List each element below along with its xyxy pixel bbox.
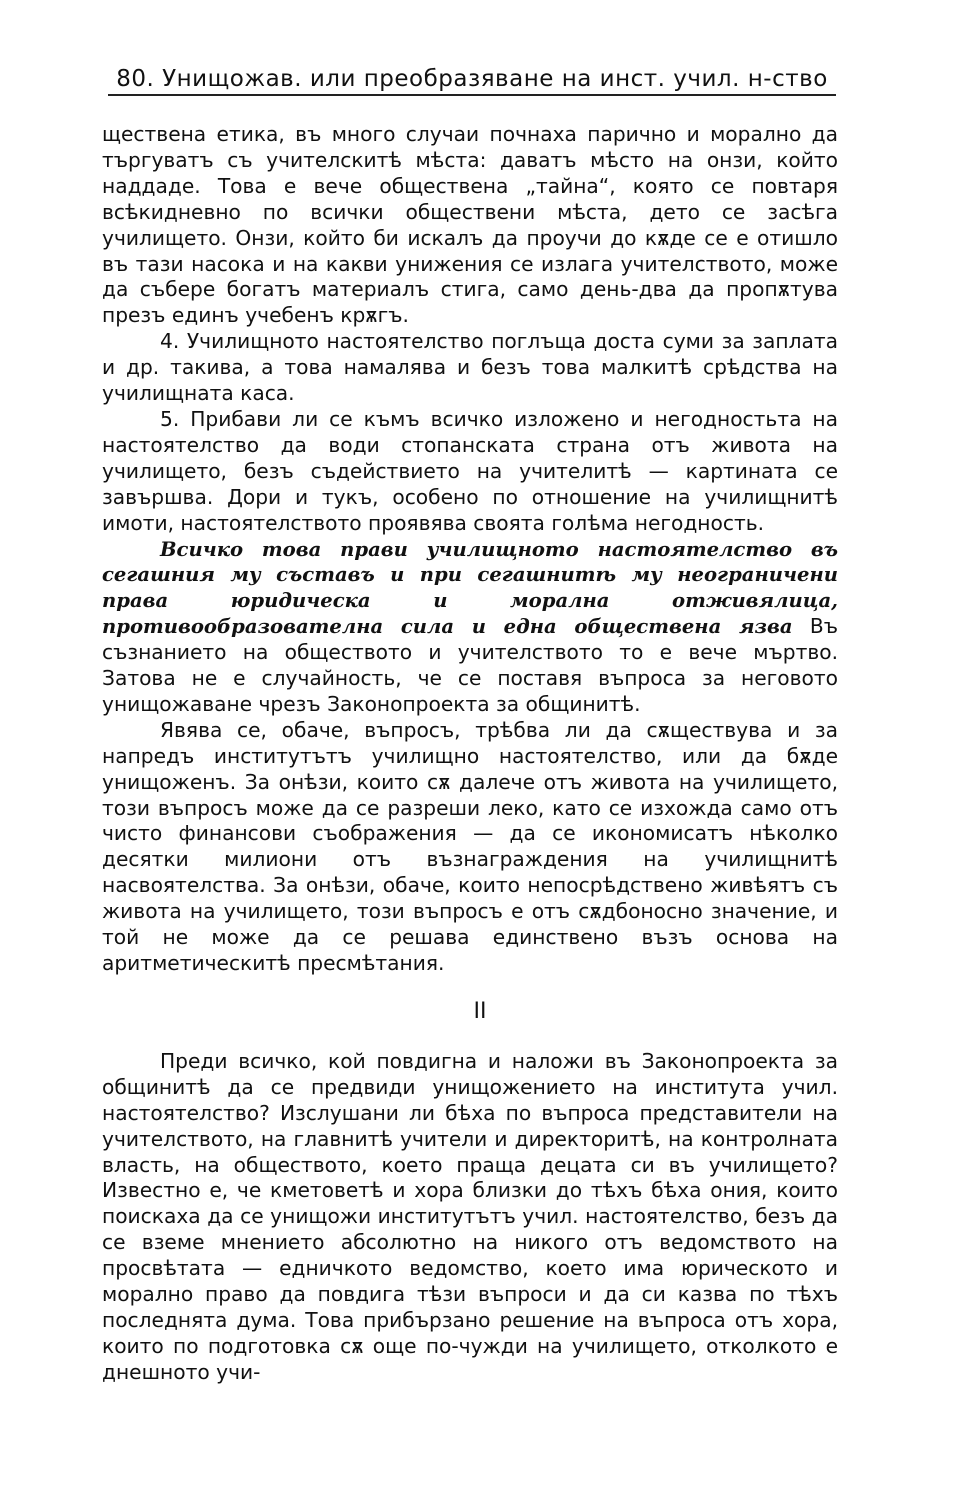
- paragraph-point-4: 4. Училищното настоятелство поглъща доста суми за заплата и др. такива, а това намалява и безъ това малкитѣ срѣдства на училищната каса.: [102, 329, 838, 406]
- section-number: II: [473, 998, 487, 1024]
- paragraph-conclusion: [102, 537, 838, 718]
- running-head: 80. Унищожав. или преобразяване на инст. учил. н-ство: [108, 66, 836, 96]
- book-page: [102, 66, 838, 1386]
- page-body: [102, 122, 838, 1386]
- paragraph-conclusion-rest: Въ съзнанието на обществото и учителството то е вече мъртво. Затова не е случайность, че се поставя въпроса за неговото унищожаване чрезъ Законопроекта за общинитѣ.: [102, 614, 839, 716]
- emphasized-statement: Всичко това прави училищното настоятелство въ сегашния му съставъ и при сегашнитѣ му неограничени права юридическа и морална отживялица, противообразователна сила и една обществена язва: [102, 537, 838, 639]
- paragraph-continued: ществена етика, въ много случаи почнаха парично и морално да търгуватъ съ учителскитѣ мѣста: даватъ мѣсто на онзи, който наддаде. Това е вече обществена „тайна“, която се повтаря всѣкидневно по всички обществени мѣста, дето се засѣга училището. Онзи, който би искалъ да проучи до кѫде се е отишло въ тази насока и на какви унижения се излага учителството, може да събере богатъ материалъ стига, само день-два да пропѫтува презъ единъ учебенъ крѫгъ.: [102, 122, 838, 328]
- paragraph-point-5: 5. Прибави ли се къмъ всичко изложено и негодностьта на настоятелство да води стопанската страна отъ живота на училището, безъ съдействието на учителитѣ — картината се завършва. Дори и тукъ, особено по отношение на училищнитѣ имоти, настоятелството проявява своята голѣма негодность.: [102, 406, 838, 535]
- paragraph-question: Явява се, обаче, въпросъ, трѣбва ли да сѫществува и за напредъ институтътъ училищно настоятелство, или да бѫде унищоженъ. За онѣзи, които сѫ далече отъ живота на училището, този въпросъ може да се разреши леко, като се изхожда само отъ чисто финансови съображения — да се икономисатъ нѣколко десятки милиони отъ възнаграждения на училищнитѣ насвоятелства. За онѣзи, обаче, които непосрѣдствено живѣятъ съ живота на училището, този въпросъ е отъ сѫдбоносно значение, и той не може да се решава единствено възъ основа на аритметическитѣ пресмѣтания.: [102, 717, 838, 975]
- paragraph-section-2: Преди всичко, кой повдигна и наложи въ Законопроекта за общинитѣ да се предвиди унищожението на института учил. настоятелство? Изслушани ли бѣха по въпроса представители на учителството, на главнитѣ учители и директоритѣ, на контролната власть, на обществото, което праща децата си въ училището? Известно е, че кметоветѣ и хора близки до тѣхъ бѣха ония, които поискаха да се унищожи институтътъ учил. настоятелство, безъ да се вземе мнението абсолютно на никого отъ ведомството на просвѣтата — едничкото ведомство, което има юрическото и морално право да повдига тѣзи въпроси и да си казва по тѣхъ последнята дума. Това прибързано решение на въпроса отъ хора, които по подготовка сѫ още по-чужди на училището, отколкото е днешното учи-: [102, 1048, 838, 1384]
